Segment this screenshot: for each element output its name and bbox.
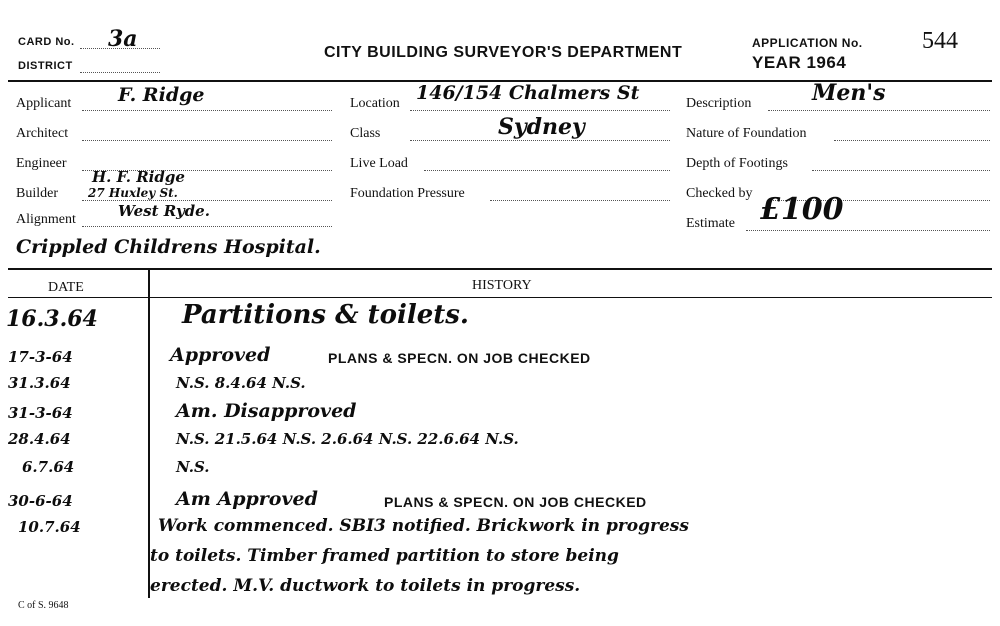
checked-by-label: Checked by xyxy=(686,186,753,201)
estimate-value: £100 xyxy=(760,192,844,227)
depth-of-footings-label: Depth of Footings xyxy=(686,156,788,171)
alignment-label: Alignment xyxy=(16,212,76,227)
history-entry: N.S. xyxy=(176,458,210,476)
history-entry: Work commenced. SBI3 notified. Brickwork in progress xyxy=(158,516,689,536)
live-load-label: Live Load xyxy=(350,156,408,171)
engineer-label: Engineer xyxy=(16,156,67,171)
application-no-label: APPLICATION No. xyxy=(752,36,863,50)
history-date: 16.3.64 xyxy=(6,306,98,332)
history-date: 17-3-64 xyxy=(8,348,73,366)
history-entry: N.S. 21.5.64 N.S. 2.6.64 N.S. 22.6.64 N.S. xyxy=(176,430,519,448)
builder-name: H. F. Ridge xyxy=(92,168,185,186)
nature-of-foundation-label: Nature of Foundation xyxy=(686,126,807,141)
history-date: 30-6-64 xyxy=(8,492,73,510)
estimate-label: Estimate xyxy=(686,216,735,231)
history-entry: N.S. 8.4.64 N.S. xyxy=(176,374,306,392)
district-line xyxy=(80,72,160,73)
history-date: 31-3-64 xyxy=(8,404,73,422)
applicant-value: F. Ridge xyxy=(118,84,205,106)
builder-suburb: West Ryde. xyxy=(118,202,210,220)
history-entry: Partitions & toilets. xyxy=(182,300,469,330)
history-entry: erected. M.V. ductwork to toilets in progress. xyxy=(150,576,581,596)
details-divider xyxy=(8,268,992,270)
location-label: Location xyxy=(350,96,400,111)
history-date: 6.7.64 xyxy=(22,458,75,476)
builder-street: 27 Huxley St. xyxy=(88,186,178,200)
department-title: CITY BUILDING SURVEYOR'S DEPARTMENT xyxy=(324,44,683,61)
alignment-value: Crippled Childrens Hospital. xyxy=(16,236,321,258)
architect-label: Architect xyxy=(16,126,69,141)
description-label: Description xyxy=(686,96,752,111)
date-column-header: DATE xyxy=(48,280,84,295)
history-header-divider xyxy=(8,297,992,298)
history-date: 28.4.64 xyxy=(8,430,71,448)
history-date: 31.3.64 xyxy=(8,374,71,392)
history-entry: Approved xyxy=(170,344,271,366)
builder-label: Builder xyxy=(16,186,58,201)
approval-stamp: PLANS & SPECN. ON JOB CHECKED xyxy=(384,494,647,510)
card-no-value: 3a xyxy=(108,26,138,52)
location-value-city: Sydney xyxy=(498,114,585,140)
description-value: Men's xyxy=(812,80,886,106)
foundation-pressure-label: Foundation Pressure xyxy=(350,186,465,201)
district-label: DISTRICT xyxy=(18,60,73,72)
history-entry: Am Approved xyxy=(176,488,318,510)
location-value-street: 146/154 Chalmers St xyxy=(416,82,640,104)
approval-stamp: PLANS & SPECN. ON JOB CHECKED xyxy=(328,350,591,366)
history-entry: Am. Disapproved xyxy=(176,400,357,422)
class-label: Class xyxy=(350,126,381,141)
history-column-header: HISTORY xyxy=(472,278,532,293)
history-entry: to toilets. Timber framed partition to store being xyxy=(150,546,619,566)
year-label: YEAR 1964 xyxy=(752,53,847,72)
card-no-label: CARD No. xyxy=(18,36,75,48)
application-no-value: 544 xyxy=(922,28,958,54)
applicant-label: Applicant xyxy=(16,96,72,111)
form-code: C of S. 9648 xyxy=(18,600,69,611)
history-date: 10.7.64 xyxy=(18,518,81,536)
